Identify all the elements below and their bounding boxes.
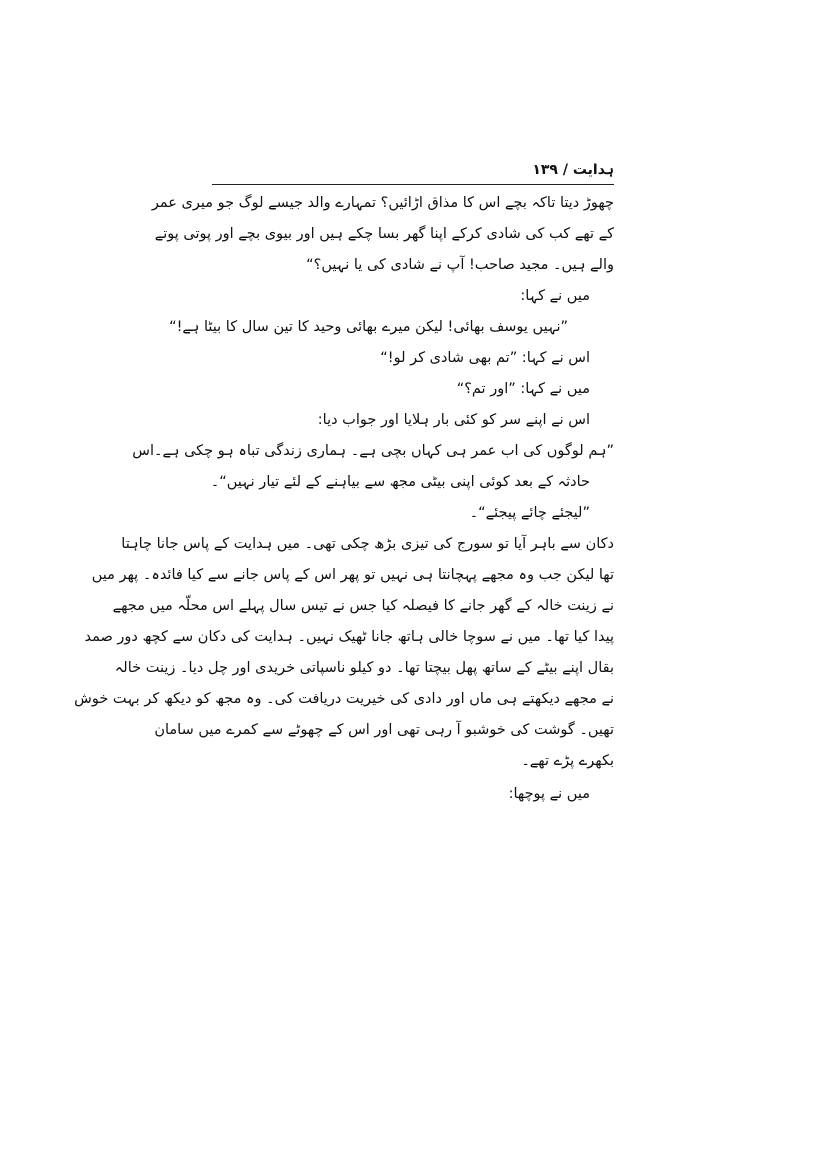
text-line: میں نے پوچھا: <box>508 786 590 802</box>
text-line: حادثہ کے بعد کوئی اپنی بیٹی مجھ سے بیاہنے کے لئے تیار نہیں“۔ <box>210 474 590 490</box>
header-divider <box>212 184 614 185</box>
text-line: میں نے کہا: ”اور تم؟“ <box>456 381 590 397</box>
text-line: ”نہیں یوسف بھائی! لیکن میرے بھائی وحید کا تین سال کا بیٹا ہے!“ <box>169 319 568 335</box>
text-line: نے مجھے دیکھتے ہی ماں اور دادی کی خیریت دریافت کی۔ وہ مجھ کو دیکھ کر بہت خوش <box>74 691 614 707</box>
text-line: میں نے کہا: <box>520 288 590 304</box>
text-line: تھا لیکن جب وہ مجھے پہچانتا ہی نہیں تو پھر اس کے پاس جانے سے کیا فائدہ۔ پھر میں <box>91 567 614 583</box>
text-line: پیدا کیا تھا۔ میں نے سوچا خالی ہاتھ جانا ٹھیک نہیں۔ ہدایت کی دکان سے کچھ دور صمد <box>84 629 614 645</box>
text-line: ”ہم لوگوں کی اب عمر ہی کہاں بچی ہے۔ ہماری زندگی تباہ ہو چکی ہے۔اس <box>132 443 614 459</box>
text-line: اس نے اپنے سر کو کئی بار ہلایا اور جواب دیا: <box>317 412 590 428</box>
text-line: چھوڑ دیتا تاکہ بچے اس کا مذاق اڑائیں؟ تمہارے والد جیسے لوگ جو میری عمر <box>151 195 614 211</box>
text-line: دکان سے باہر آیا تو سورج کی تیزی بڑھ چکی تھی۔ میں ہدایت کے پاس جانا چاہتا <box>121 536 614 552</box>
text-line: نے زینت خالہ کے گھر جانے کا فیصلہ کیا جس نے تیس سال پہلے اس محلّہ میں مجھے <box>112 598 614 614</box>
text-line: تھیں۔ گوشت کی خوشبو آ رہی تھی اور اس کے چھوٹے سے کمرے میں سامان <box>154 722 614 738</box>
page-header-title: ہدایت / ۱۳۹ <box>532 162 614 178</box>
text-line: ”لیجئے چائے پیجئے“۔ <box>469 505 590 521</box>
text-line: والے ہیں۔ مجید صاحب! آپ نے شادی کی یا نہیں؟“ <box>306 257 614 273</box>
running-header <box>212 160 614 182</box>
body-text <box>74 188 614 810</box>
text-line: اس نے کہا: ”تم بھی شادی کر لو!“ <box>380 350 590 366</box>
text-line: کے تھے کب کی شادی کرکے اپنا گھر بسا چکے ہیں اور بیوی بچے اور پوتی پوتے <box>154 226 614 242</box>
text-line: بکھرے پڑے تھے۔ <box>521 753 614 769</box>
text-line: بقال اپنے بیٹے کے ساتھ پھل بیچتا تھا۔ دو کیلو ناسپاتی خریدی اور چل دیا۔ زینت خالہ <box>114 660 614 676</box>
